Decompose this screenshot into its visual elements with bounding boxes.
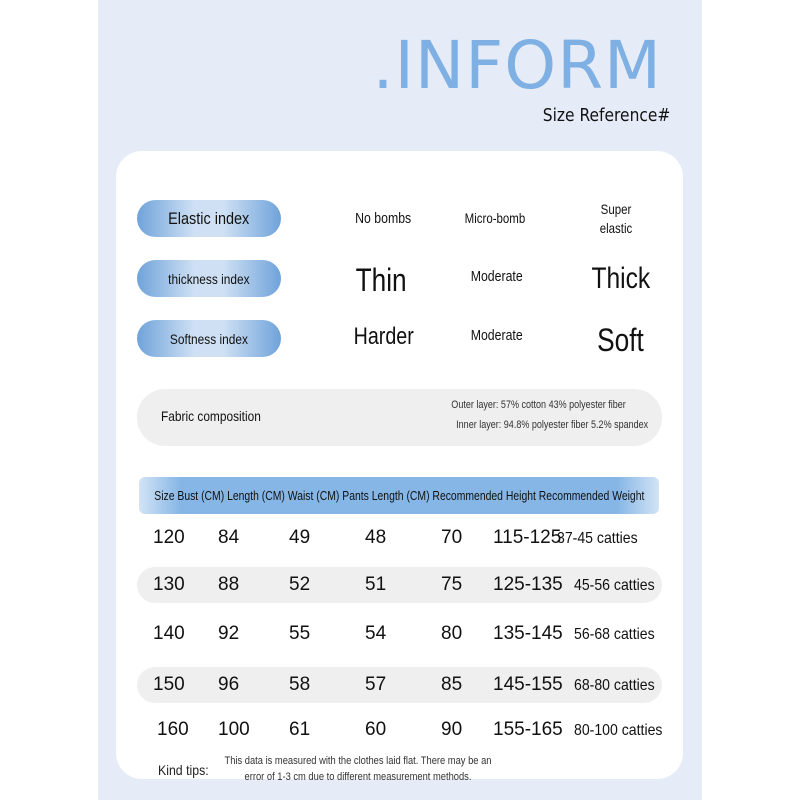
- table-cell-size: 120: [153, 527, 185, 548]
- thickness-value-thick: Thick: [591, 262, 651, 295]
- table-cell-weight: 56-68 catties: [574, 626, 655, 643]
- table-cell-length: 58: [289, 674, 311, 695]
- table-cell-height: 135-145: [493, 623, 563, 644]
- table-cell-height: 145-155: [493, 674, 563, 695]
- table-cell-height: 155-165: [493, 719, 563, 740]
- softness-index-pill: [137, 320, 281, 357]
- thickness-value-moderate: Moderate: [471, 268, 523, 285]
- table-cell-size: 160: [157, 719, 189, 740]
- table-cell-weight: 37-45 catties: [557, 530, 638, 547]
- table-cell-bust: 96: [218, 674, 240, 695]
- elastic-value-no-bombs: No bombs: [354, 210, 412, 227]
- kind-tips-text: This data is measured with the clothes laid flat. There may be an error of 1-3 cm due to different measurement methods.: [224, 755, 492, 783]
- table-cell-bust: 92: [218, 623, 240, 644]
- elastic-index-pill: [137, 200, 281, 237]
- table-cell-bust: 84: [218, 527, 240, 548]
- table-cell-size: 150: [153, 674, 185, 695]
- elastic-value-micro-bomb: Micro-bomb: [464, 210, 526, 226]
- page-subtitle: Size Reference#: [542, 105, 670, 126]
- table-cell-pants-length: 80: [441, 623, 463, 644]
- fabric-composition-label: Fabric composition: [161, 408, 261, 424]
- table-cell-waist: 57: [365, 674, 387, 695]
- table-cell-bust: 88: [218, 574, 240, 595]
- fabric-composition-box: [137, 389, 662, 446]
- table-cell-weight: 45-56 catties: [574, 577, 655, 594]
- table-cell-height: 115-125: [493, 527, 562, 548]
- thickness-index-label: thickness index: [168, 270, 250, 287]
- kind-tips-label: Kind tips:: [158, 762, 209, 778]
- table-cell-pants-length: 70: [441, 527, 463, 548]
- table-cell-length: 61: [289, 719, 311, 740]
- table-cell-waist: 60: [365, 719, 387, 740]
- softness-value-harder: Harder: [353, 323, 415, 350]
- thickness-value-thin: Thin: [355, 262, 407, 298]
- elastic-index-label: Elastic index: [168, 208, 250, 228]
- table-cell-pants-length: 85: [441, 674, 463, 695]
- elastic-value-super-elastic: Super elastic: [599, 201, 633, 236]
- table-cell-pants-length: 90: [441, 719, 463, 740]
- softness-value-soft: Soft: [596, 322, 644, 358]
- table-cell-waist: 48: [365, 527, 387, 548]
- thickness-index-pill: [137, 260, 281, 297]
- softness-index-label: Softness index: [169, 330, 249, 347]
- table-cell-waist: 51: [365, 574, 387, 595]
- table-cell-length: 49: [289, 527, 311, 548]
- table-cell-weight: 80-100 catties: [574, 722, 663, 739]
- size-table-header: [139, 477, 659, 514]
- table-cell-weight: 68-80 catties: [574, 677, 655, 694]
- size-table-header-text: Size Bust (CM) Length (CM) Waist (CM) Pants Length (CM) Recommended Height Recommended Weight: [153, 488, 645, 503]
- fabric-outer-layer: Outer layer: 57% cotton 43% polyester fiber: [451, 399, 626, 411]
- fabric-inner-layer: Inner layer: 94.8% polyester fiber 5.2% spandex: [455, 419, 648, 431]
- table-cell-height: 125-135: [493, 574, 563, 595]
- table-cell-length: 55: [289, 623, 311, 644]
- table-cell-length: 52: [289, 574, 311, 595]
- table-cell-bust: 100: [218, 719, 250, 740]
- brand-title: .INFORM: [372, 27, 662, 104]
- softness-value-moderate: Moderate: [471, 327, 523, 344]
- table-cell-waist: 54: [365, 623, 387, 644]
- table-cell-size: 140: [153, 623, 185, 644]
- table-cell-size: 130: [153, 574, 185, 595]
- table-cell-pants-length: 75: [441, 574, 463, 595]
